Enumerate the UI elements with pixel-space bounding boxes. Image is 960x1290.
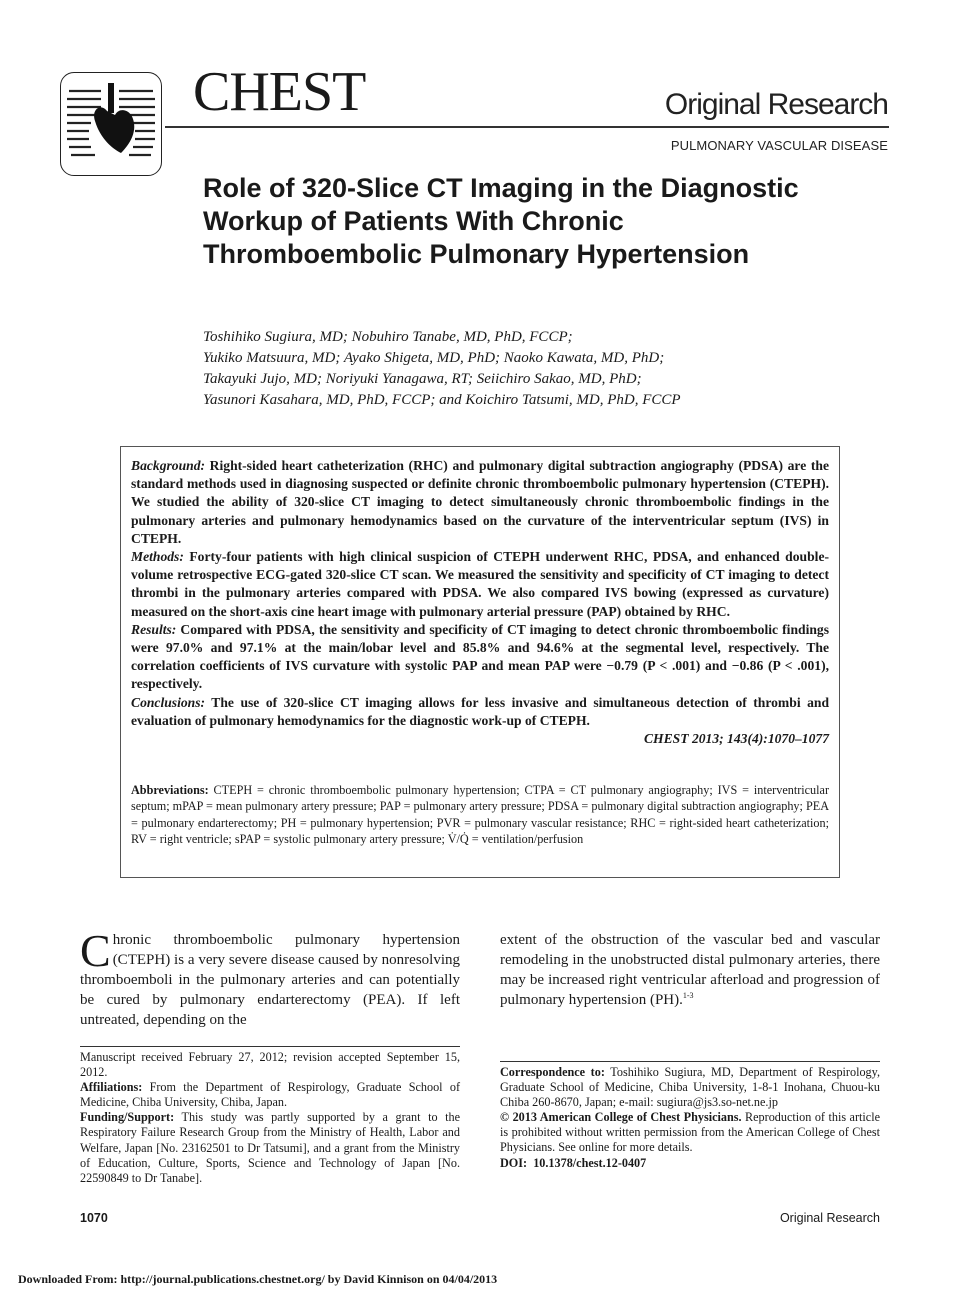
section-label: Original Research	[664, 88, 888, 121]
doi-link[interactable]: 10.1378/chest.12-0407	[533, 1155, 647, 1170]
footnote-label: Correspondence to:	[500, 1065, 605, 1079]
journal-logo	[60, 72, 162, 176]
affiliations-note	[80, 1080, 460, 1110]
abstract-label: Results:	[131, 621, 177, 637]
abbreviations	[131, 782, 829, 848]
abstract	[131, 457, 829, 748]
abstract-label: Methods:	[131, 549, 184, 565]
footnote-label: © 2013 American College of Chest Physicians.	[500, 1110, 742, 1125]
abstract-label: Conclusions:	[131, 694, 206, 710]
author-line: Yukiko Matsuura, MD; Ayako Shigeta, MD, PhD; Naoko Kawata, MD, PhD;	[203, 350, 665, 366]
category-label: PULMONARY VASCULAR DISEASE	[670, 138, 888, 153]
reference-marker[interactable]: 1-3	[682, 991, 694, 1000]
body-column-right	[500, 930, 880, 1010]
download-note: Downloaded From: http://journal.publications.chestnet.org/ by David Kinnison on 04/04/2013	[18, 1272, 498, 1286]
doi-note	[500, 1156, 880, 1171]
manuscript-note: Manuscript received February 27, 2012; revision accepted September 15, 2012.	[80, 1050, 460, 1080]
footnotes-left	[80, 1050, 460, 1186]
abstract-text: Right-sided heart catheterization (RHC) and pulmonary digital subtraction angiography (PDSA) are the standard methods used in diagnosing suspected or definite chronic thromboembolic pulmonary hypertension (CTEPH). We studied the ability of 320-slice CT imaging to detect simultaneously chronic thromboembolic findings in the pulmonary arteries and pulmonary hemodynamics based on the curvature of the interventricular septum (IVS) in CTEPH.	[131, 458, 829, 546]
abstract-conclusions	[131, 694, 829, 730]
footnote-rule	[80, 1046, 460, 1047]
abstract-label: Background:	[131, 458, 206, 473]
page-number: 1070	[80, 1211, 108, 1225]
funding-note	[80, 1110, 460, 1185]
body-text: extent of the obstruction of the vascular bed and vascular remodeling in the unobstructed distal pulmonary arteries, there may be increased right ventricular afterload and progression of pulmonary hypertension (PH).	[500, 932, 880, 1008]
copyright-note	[500, 1110, 880, 1155]
body-text: hronic thromboembolic pulmonary hypertension (CTEPH) is a very severe disease caused by nonresolving thromboemboli in the pulmonary arteries and can potentially be cured by pulmonary endarterectomy (PEA). If left untreated, depending on the	[80, 932, 460, 1028]
abstract-text: Forty-four patients with high clinical suspicion of CTEPH underwent RHC, PDSA, and enhanced double-volume retrospective ECG-gated 320-slice CT scan. We measured the sensitivity and specificity of CT imaging to detect thrombi in the pulmonary arteries compared with PDSA. We also compared IVS bowing (expressed as curvature) measured on the short-axis cine heart image with pulmonary arterial pressure (PAP) obtained by RHC.	[131, 549, 829, 619]
footnote-text: From the Department of Respirology, Graduate School of Medicine, Chiba University, Chiba, Japan.	[80, 1080, 461, 1110]
article-title: Role of 320-Slice CT Imaging in the Diagnostic Workup of Patients With Chronic Thromboembolic Pulmonary Hypertension	[203, 173, 799, 269]
footnote-label: Funding/Support:	[80, 1110, 175, 1125]
author-line: Takayuki Jujo, MD; Noriyuki Yanagawa, RT; Seiichiro Sakao, MD, PhD;	[203, 371, 642, 387]
abstract-background	[131, 457, 829, 548]
abstract-text: The use of 320-slice CT imaging allows for less invasive and simultaneous detection of thrombi and evaluation of pulmonary hemodynamics for the diagnostic work-up of CTEPH.	[131, 694, 829, 728]
footnote-label: DOI:	[500, 1155, 528, 1170]
footnote-text: Toshihiko Sugiura, MD, Department of Respirology, Graduate School of Medicine, Chiba University, 1-8-1 Inohana, Chuou-ku Chiba 260-8670, Japan; e-mail: sugiura@js3.so-net.ne.jp	[500, 1065, 880, 1110]
header-rule	[165, 126, 889, 128]
running-head: Original Research	[779, 1211, 880, 1225]
citation: CHEST 2013; 143(4):1070–1077	[643, 731, 829, 747]
footnote-text: Reproduction of this article is prohibited without written permission from the American College of Chest Physicians. See online for more details.	[500, 1110, 880, 1155]
author-line: Toshihiko Sugiura, MD; Nobuhiro Tanabe, MD, PhD, FCCP;	[203, 329, 573, 345]
correspondence-note	[500, 1065, 880, 1110]
abbreviations-label: Abbreviations:	[131, 783, 209, 797]
footnote-rule	[500, 1061, 880, 1062]
author-list	[203, 327, 843, 411]
footnote-text: This study was partly supported by a grant to the Respiratory Failure Research Group from the Ministry of Health, Labor and Welfare, Japan [No. 23162501 to Dr Tatsumi], and a grant from the Ministry of Education, Culture, Sports, Science and Technology of Japan [No. 22590849 to Dr Tanabe].	[80, 1110, 460, 1185]
abstract-text: Compared with PDSA, the sensitivity and specificity of CT imaging to detect chronic thromboembolic findings were 97.0% and 97.1% at the main/lobar level and 85.8% and 94.6% at the segmental level, respectively. The correlation coefficients of IVS curvature with systolic PAP and mean PAP were −0.79 (P < .001) and −0.86 (P < .001), respectively.	[131, 621, 829, 692]
abstract-results	[131, 621, 829, 694]
footnote-label: Affiliations:	[80, 1080, 143, 1095]
drop-cap: C	[80, 925, 111, 976]
journal-name: CHEST	[193, 61, 366, 123]
abstract-methods	[131, 548, 829, 621]
footnotes-right	[500, 1065, 880, 1171]
abbreviations-text: CTEPH = chronic thromboembolic pulmonary hypertension; CTPA = CT pulmonary angiography; IVS = interventricular septum; mPAP = mean pulmonary artery pressure; PAP = pulmonary artery pressure; PDSA = pulmonary digital subtraction angiography; PEA = pulmonary endarterectomy; PH = pulmonary hypertension; PVR = pulmonary vascular resistance; RHC = right-sided heart catheterization; RV = right ventricle; sPAP = systolic pulmonary artery pressure; V̇/Q̇ = ventilation/perfusion	[131, 783, 830, 847]
body-column-left	[80, 925, 460, 1030]
lungs-heart-icon	[61, 73, 161, 175]
author-line: Yasunori Kasahara, MD, PhD, FCCP; and Koichiro Tatsumi, MD, PhD, FCCP	[203, 392, 681, 408]
